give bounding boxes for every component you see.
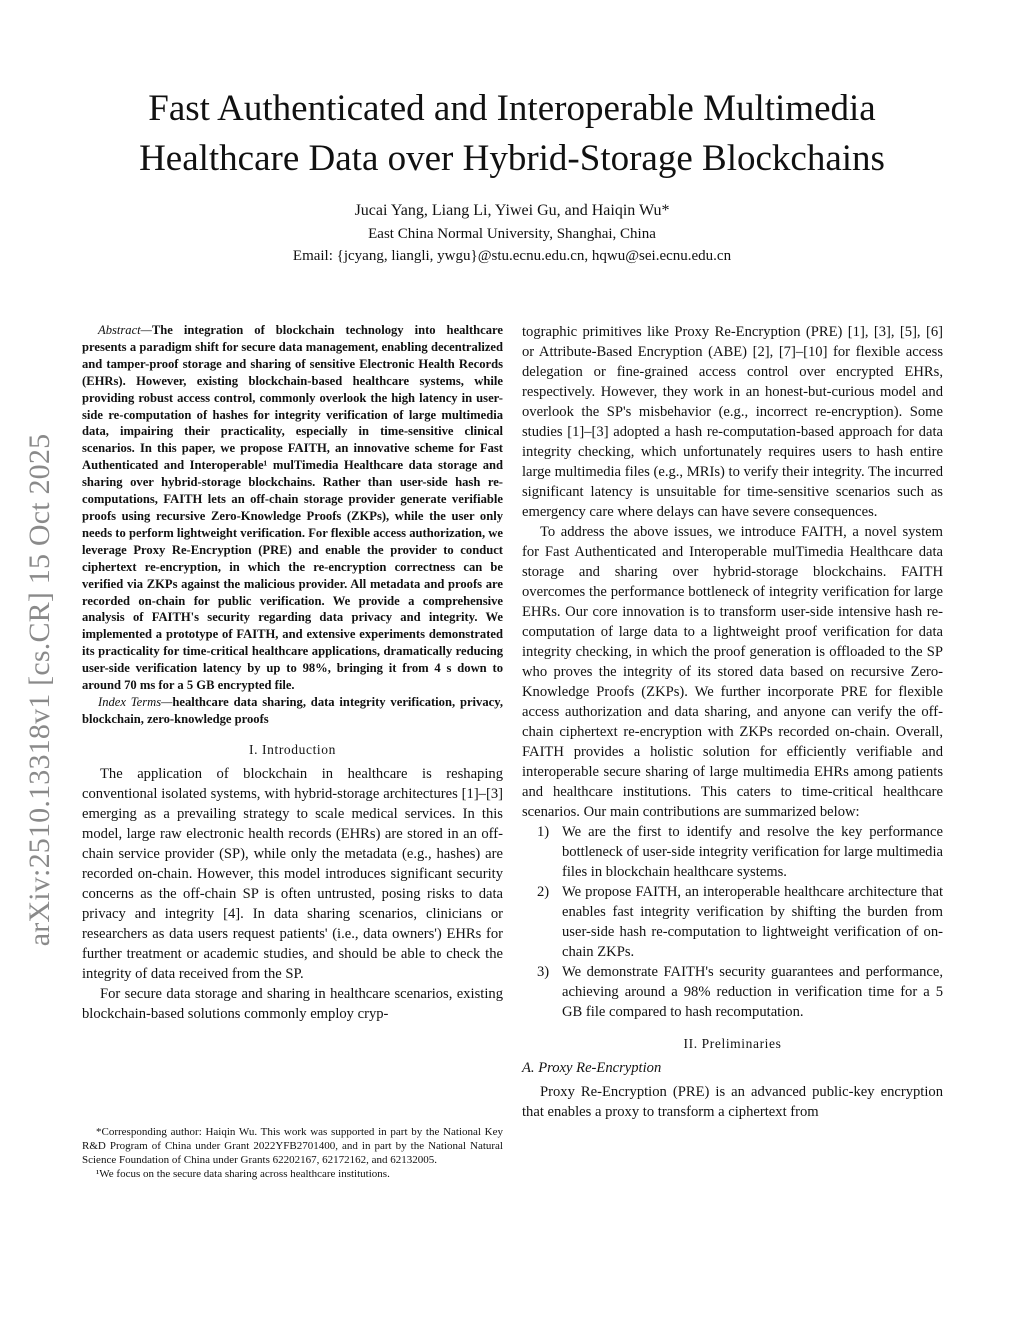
- subsection-a-heading: A. Proxy Re-Encryption: [522, 1060, 662, 1076]
- authors: Jucai Yang, Liang Li, Yiwei Gu, and Haiqin Wu*: [354, 202, 670, 219]
- contribution-item: 2) We propose FAITH, an interoperable healthcare architecture that enables fast integrity verification by shifting the burden from user-side hash re-computation to lightweight verification of on-chain ZKPs.: [537, 884, 943, 960]
- pre-paragraph-1: Proxy Re-Encryption (PRE) is an advanced public-key encryption that enables a proxy to transform a ciphertext from: [522, 1084, 943, 1120]
- contribution-item: 3) We demonstrate FAITH's security guarantees and performance, achieving around a 98% reduction in verification time for a 5 GB file compared to hash recomputation.: [537, 964, 943, 1020]
- index-terms: [82, 694, 503, 728]
- index-terms-lead: Index Terms—: [98, 694, 173, 709]
- title-line-2: Healthcare Data over Hybrid-Storage Blockchains: [139, 138, 885, 179]
- footnote-corresponding: *Corresponding author: Haiqin Wu. This work was supported in part by the National Key R&D Program of China under Grant 2022YFB2701400, and in part by the National Natural Science Foundation of China under Grants 62202167, 62172162, and 62132005.: [82, 1126, 503, 1166]
- abstract-lead: Abstract—: [98, 323, 152, 337]
- abstract: [82, 322, 503, 694]
- contribution-item: 1) We are the first to identify and resolve the key performance bottleneck of user-side integrity verification for large multimedia files in blockchain healthcare systems.: [537, 824, 943, 880]
- index-terms-text: healthcare data sharing, data integrity verification, privacy, blockchain, zero-knowledge proofs: [82, 694, 503, 726]
- section-2-heading: II. Preliminaries: [683, 1036, 782, 1051]
- right-column: [522, 322, 943, 1122]
- intro-paragraph-2: For secure data storage and sharing in healthcare scenarios, existing blockchain-based solutions commonly employ cryp-: [82, 985, 503, 1022]
- paper-title: [60, 84, 964, 184]
- arxiv-id: arXiv:2510.13318v1 [cs.CR] 15 Oct 2025: [23, 433, 56, 947]
- arxiv-sidebar-stamp: [10, 390, 70, 990]
- intro-paragraph-1: The application of blockchain in healthcare is reshaping conventional isolated systems, with hybrid-storage architectures [1]–[3] emerging as a prevailing strategy to scale medical services. In this model, large raw electronic health records (EHRs) are stored in an off-chain service provider (SP), while only the metadata (e.g., hashes) are recorded on-chain. However, this model introduces significant security concerns as the off-chain SP is often untrusted, posing risks to data privacy and integrity [4]. In data sharing scenarios, clinicians or researchers as data users request patients' (i.e., data owners') EHRs for further treatment or academic studies, and should be able to check the integrity of data received from the SP.: [82, 765, 503, 982]
- right-paragraph-1: tographic primitives like Proxy Re-Encryption (PRE) [1], [3], [5], [6] or Attribute-Based Encryption (ABE) [2], [7]–[10] for flexible access delegation or fine-grained access control over encrypted EHRs, respectively. However, they work in an honest-but-curious model and overlook the SP's misbehavior (e.g., incorrect re-encryption). Some studies [1]–[3] adopted a hash re-computation-based approach for data integrity checking, which unfortunately requires users to hash entire large multimedia files (e.g., MRIs) to verify their integrity. The incurred significant latency is unsuitable for time-sensitive scenarios such as emergency care where delays can have severe consequences.: [522, 324, 943, 520]
- section-1-heading: I. Introduction: [249, 741, 336, 757]
- footnote-1: ¹We focus on the secure data sharing across healthcare institutions.: [96, 1168, 390, 1180]
- email: Email: {jcyang, liangli, ywgu}@stu.ecnu.edu.cn, hqwu@sei.ecnu.edu.cn: [292, 248, 732, 264]
- right-paragraph-2: To address the above issues, we introduce FAITH, a novel system for Fast Authenticated and Interoperable mulTimedia Healthcare data storage and sharing over hybrid-storage blockchains. FAITH overcomes the performance bottleneck of integrity verification for large EHRs. Our core innovation is to transform user-side intensive hash re-computation of large data to a lightweight proof verification for data integrity checking, in which the proof generation is offloaded to the SP who proves the integrity of its stored data based on recursive Zero-Knowledge Proofs (ZKPs). We further incorporate PRE for flexible access authorization and data sharing, and anyone can verify the off-chain ciphertext re-encryption with ZKPs recorded on-chain. Overall, FAITH provides a holistic solution for efficiently verifiable and interoperable secure sharing of large multimedia EHRs among patients and healthcare institutions. This caters to time-critical healthcare scenarios. Our main contributions are summarized below:: [522, 524, 943, 820]
- contributions-list: [522, 822, 943, 1022]
- title-line-1: Fast Authenticated and Interoperable Multimedia: [148, 88, 876, 129]
- left-column: [82, 322, 503, 1024]
- footnotes: [82, 1125, 503, 1181]
- abstract-text: The integration of blockchain technology into healthcare presents a paradigm shift for secure data management, enabling decentralized and tamper-proof storage and sharing of sensitive Electronic Health Records (EHRs). However, existing blockchain-based healthcare systems, while providing robust access control, commonly overlook the high latency in user-side re-computation of hashes for integrity verification of large multimedia data, impairing their practicality, especially in time-sensitive clinical scenarios. In this paper, we propose FAITH, an innovative scheme for Fast Authenticated and Interoperable¹ mulTimedia Healthcare data storage and sharing over hybrid-storage blockchains. Rather than user-side hash re-computations, FAITH lets an off-chain storage provider generate verifiable proofs using recursive Zero-Knowledge Proofs (ZKPs), while the user only needs to perform lightweight verification. For flexible access authorization, we leverage Proxy Re-Encryption (PRE) and enable the provider to conduct ciphertext re-encryption, in which the re-encryption correctness can be verified via ZKPs against the malicious provider. All metadata and proofs are recorded on-chain for public verification. We provide a comprehensive analysis of FAITH's security regarding data privacy and integrity. We implemented a prototype of FAITH, and extensive experiments demonstrated its practicality for time-critical healthcare applications, dramatically reducing user-side verification latency by up to 98%, bringing it from 4 s down to around 70 ms for a 5 GB encrypted file.: [82, 323, 503, 693]
- affiliation: East China Normal University, Shanghai, China: [368, 226, 656, 242]
